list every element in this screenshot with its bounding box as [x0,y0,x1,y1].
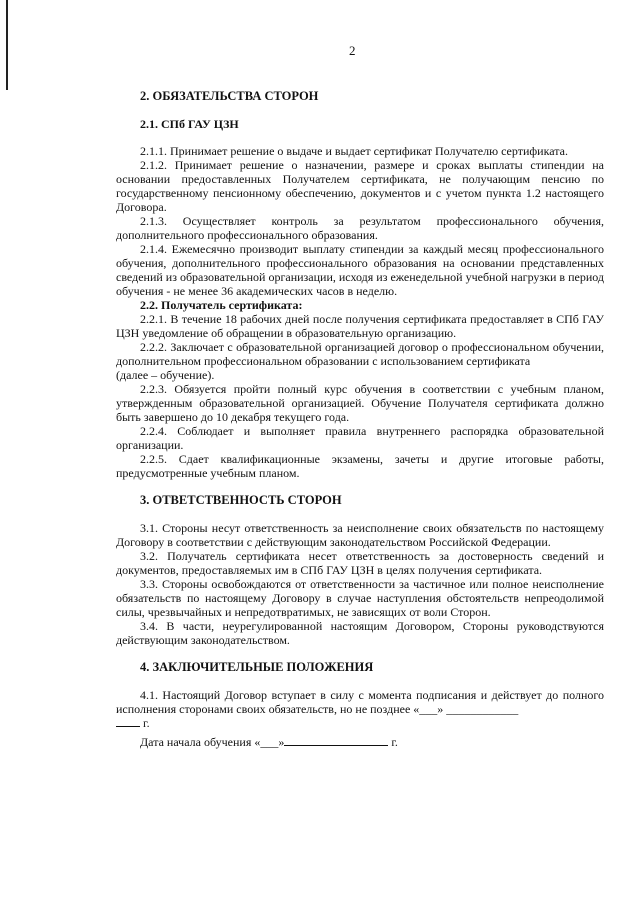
clause-4-1-year-suffix: г. [143,716,150,730]
clause-2-1-1: 2.1.1. Принимает решение о выдаче и выдает сертификат Получателю сертификата. [140,144,568,158]
clause-2-1-3: 2.1.3. Осуществляет контроль за результатом профессионального обучения, дополнительного профессионального образования. [116,214,604,242]
clause-3-1: 3.1. Стороны несут ответственность за неисполнение своих обязательств по настоящему Договору в соответствии с действующим законодательством Российской Федерации. [116,521,604,549]
clause-2-2-5: 2.2.5. Сдает квалификационные экзамены, зачеты и другие итоговые работы, предусмотренные учебным планом. [116,452,604,480]
start-date-label: Дата начала обучения «___» [140,735,285,749]
clause-2-2-4: 2.2.4. Соблюдает и выполняет правила внутреннего распорядка образовательной организации. [116,424,604,452]
clause-2-2-1: 2.2.1. В течение 18 рабочих дней после получения сертификата предоставляет в СПб ГАУ ЦЗН уведомление об обращении в образовательную организацию. [116,312,604,340]
section-3-title: 3. ОТВЕТСТВЕННОСТЬ СТОРОН [140,493,342,507]
subsection-2-2-title: 2.2. Получатель сертификата: [140,298,303,312]
clause-3-2: 3.2. Получатель сертификата несет ответственность за достоверность сведений и документов, предоставляемых им в СПб ГАУ ЦЗН в целях получения сертификата. [116,549,604,577]
scan-edge-line [6,0,8,90]
start-date-line [116,735,604,749]
clause-2-2-2-continuation: (далее – обучение). [116,368,215,382]
clause-4-1 [116,688,604,730]
year-blank-line [116,716,140,727]
start-date-year-suffix: г. [391,735,398,749]
clause-2-2-2: 2.2.2. Заключает с образовательной организацией договор о профессиональном обучении, дополнительном профессиональном образовании с использованием сертификата [116,340,604,368]
clause-3-4: 3.4. В части, неурегулированной настоящим Договором, Стороны руководствуются действующим законодательством. [116,619,604,647]
start-date-blank-line [284,735,388,746]
clause-2-1-4: 2.1.4. Ежемесячно производит выплату стипендии за каждый месяц профессионального обучения, дополнительного профессионального образования на основании представленных сведений из образовательной организации, исходя из еженедельной учебной нагрузки в период обучения - не менее 36 академических часов в неделю. [116,242,604,298]
clause-2-2-3: 2.2.3. Обязуется пройти полный курс обучения в соответствии с учебным планом, утвержденным образовательной организацией. Обучение Получателя сертификата должно быть завершено до 10 декабря текущего года. [116,382,604,424]
document-body [116,89,604,749]
clause-3-3: 3.3. Стороны освобождаются от ответственности за частичное или полное неисполнение обязательств по настоящему Договору в случае наступления обстоятельств непреодолимой силы, чрезвычайных и непредотвратимых, не зависящих от воли Сторон. [116,577,604,619]
clause-4-1-text: 4.1. Настоящий Договор вступает в силу с момента подписания и действует до полного исполнения сторонами своих обязательств, но не позднее «___» ____________ [116,688,604,716]
page-number: 2 [349,43,356,58]
subsection-2-1-title: 2.1. СПб ГАУ ЦЗН [140,117,239,131]
section-2-title: 2. ОБЯЗАТЕЛЬСТВА СТОРОН [140,89,319,103]
clause-2-1-2: 2.1.2. Принимает решение о назначении, размере и сроках выплаты стипендии на основании предоставленных Получателем сертификата, не получающим пенсию по государственному пенсионному обеспечению, документов и с учетом пункта 1.2 настоящего Договора. [116,158,604,214]
section-4-title: 4. ЗАКЛЮЧИТЕЛЬНЫЕ ПОЛОЖЕНИЯ [140,660,374,674]
